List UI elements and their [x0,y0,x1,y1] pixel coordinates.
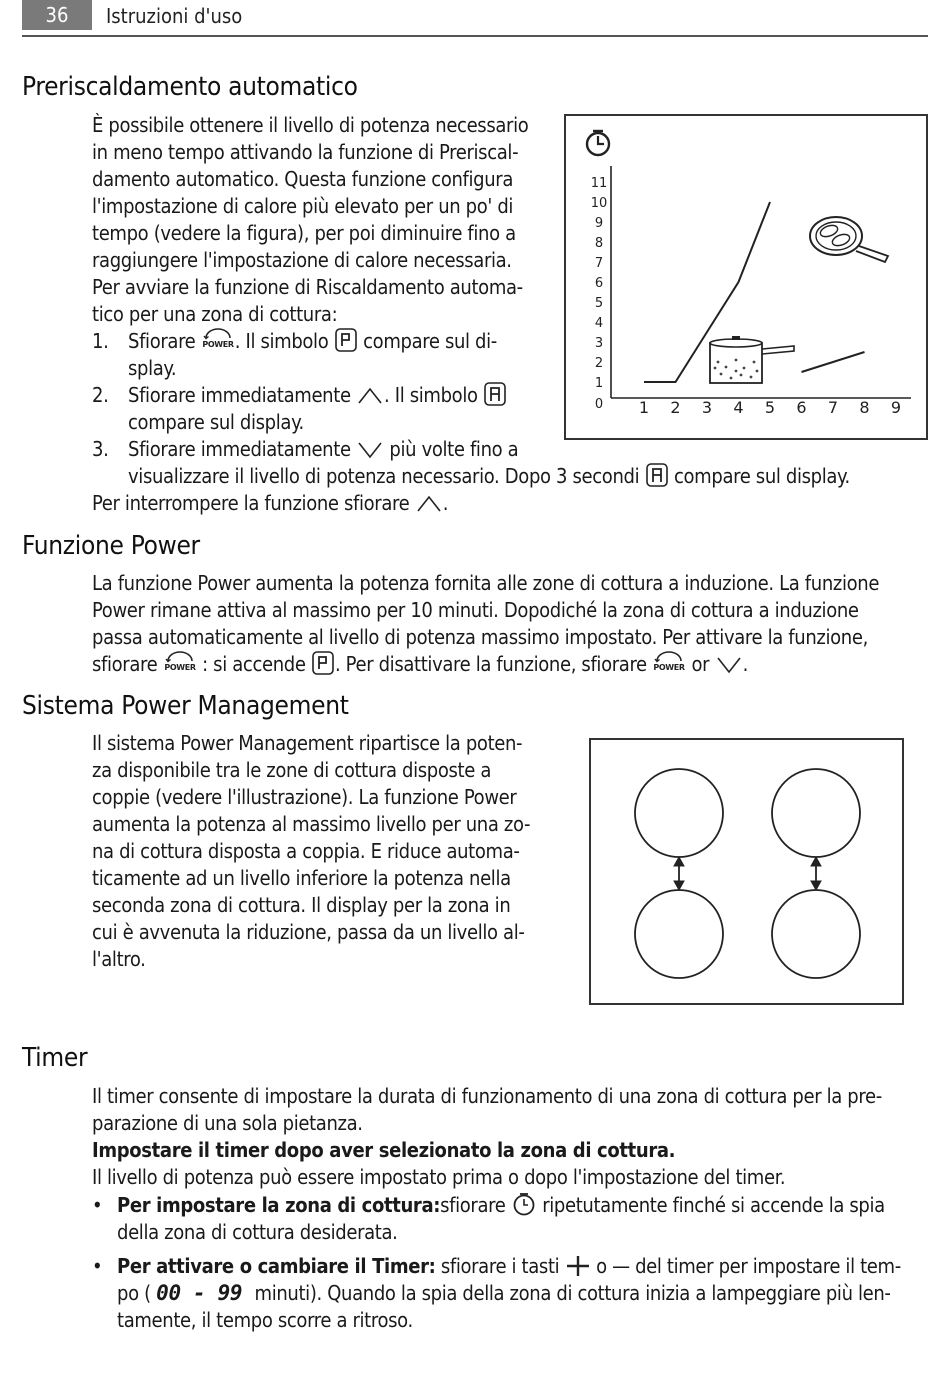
bullet-text: minuti). Quando la spia della zona di cottura inizia a lampeggiare più len- [254,1281,891,1305]
bullet-line [117,1253,901,1280]
x-tick-label: 9 [890,398,902,417]
cooking-zones-diagram [589,738,904,1005]
step-2-cont: compare sul display. [128,410,304,434]
bullet-text: ripetutamente finché si accende la spia [542,1193,885,1217]
svg-text:POWER: POWER [164,663,196,672]
preheat-line: l'impostazione di calore più elevato per un po' di [92,194,514,218]
y-tick-label: 5 [594,296,604,311]
section-heading-power: Funzione Power [22,531,200,561]
power-text: sfiorare [92,652,158,676]
x-tick-label: 4 [733,398,744,417]
chart-svg [566,116,926,438]
cooking-zone [635,769,723,857]
step-1-cont: splay. [128,356,177,380]
y-tick-label: 3 [594,336,604,351]
step-1 [92,328,532,355]
power-icon [201,328,235,359]
timer-line: parazione di una sola pietanza. [92,1111,363,1135]
preheat-line: Per avviare la funzione di Riscaldamento automa- [92,275,523,299]
power-line: passa automaticamente al livello di potenza massimo impostato. Per attivare la funzione, [92,625,868,649]
preheat-line: È possibile ottenere il livello di potenza necessario [92,113,529,137]
management-line: za disponibile tra le zone di cottura disposte a [92,758,491,782]
management-line: coppie (vedere l'illustrazione). La funzione Power [92,785,517,809]
y-tick-label: 4 [594,316,604,331]
step-2 [92,382,532,409]
section-heading-timer: Timer [22,1043,88,1073]
management-line: seconda zona di cottura. Il display per la zona in [92,893,511,917]
y-tick-label: 1 [594,376,604,391]
clock-icon [587,131,609,155]
management-line: Il sistema Power Management ripartisce la poten- [92,731,523,755]
preheat-body [92,112,528,328]
zones-svg [591,740,902,1003]
step-number: 2. [92,383,109,407]
range-from: 00 [156,1281,181,1305]
step-text: Sfiorare [128,329,196,353]
y-tick-label: 2 [594,356,604,371]
power-text: . [742,652,748,676]
stop-text: . [442,491,449,515]
step-text: . Il simbolo [234,329,329,353]
preheat-chart [564,114,928,440]
cooking-zone [772,890,860,978]
step-text: . Il simbolo [384,383,478,407]
timer-line: Il timer consente di impostare la durata di funzionamento di una zona di cottura per la pre- [92,1084,882,1108]
step-number: 1. [92,329,109,353]
timer-bullet-2 [117,1253,901,1334]
management-line: ticamente ad un livello inferiore la potenza nella [92,866,511,890]
bullet-line [117,1192,885,1219]
range-sep: - [193,1281,206,1305]
p-symbol-icon [311,651,335,682]
svg-text:POWER: POWER [653,663,685,672]
timer-line: Il livello di potenza può essere impostato prima o dopo l'impostazione del timer. [92,1165,786,1189]
frying-pan-icon [810,217,888,262]
timer-icon [511,1192,537,1223]
a-symbol-icon [645,463,669,494]
up-chevron-icon [356,384,384,413]
power-line: La funzione Power aumenta la potenza fornita alle zone di cottura a induzione. La funzione [92,571,880,595]
step-number: 3. [92,437,109,461]
management-body [92,730,530,973]
p-symbol-icon [334,328,358,359]
x-tick-label: 2 [670,398,681,417]
step-text: Sfiorare immediatamente [128,383,351,407]
power-body [92,570,879,678]
management-line: na di cottura disposta a coppia. E riduce automa- [92,839,520,863]
section-heading-preheat: Preriscaldamento automatico [22,72,358,102]
preheat-line: damento automatico. Questa funzione configura [92,167,514,191]
x-tick-label: 1 [638,398,650,417]
header-rule [22,35,928,37]
power-text: . Per disattivare la funzione, sfiorare [334,652,647,676]
bullet-text: o — del timer per impostare il tem- [596,1254,901,1278]
bullet-line: della zona di cottura desiderata. [117,1220,398,1244]
bullet-line [117,1280,901,1307]
power-text: or [691,652,710,676]
double-arrow-icon [674,857,684,890]
bullet-text: sfiorare [440,1193,506,1217]
stop-instruction [92,490,448,521]
step-text: più volte fino a [389,437,519,461]
power-line: Power rimane attiva al massimo per 10 minuti. Dopodiché la zona di cottura a induzione [92,598,859,622]
y-tick-label: 11 [590,176,608,191]
a-symbol-icon [483,382,507,413]
x-tick-label: 6 [796,398,807,417]
power-icon [163,651,197,682]
step-text: Sfiorare immediatamente [128,437,351,461]
bullet-text: sfiorare i tasti [440,1254,560,1278]
y-tick-label: 8 [594,236,604,251]
range-to: 99 [217,1281,243,1305]
y-tick-label: 9 [594,216,604,231]
pot-icon [710,336,794,383]
bullet-text: po ( [117,1281,151,1305]
y-tick-label: 0 [594,397,604,412]
preheat-line: in meno tempo attivando la funzione di Preriscal- [92,140,519,164]
timer-bullet-1 [117,1192,885,1246]
y-tick-label: 7 [594,256,604,271]
power-text: : si accende [202,652,306,676]
double-arrow-icon [811,857,821,890]
stop-text: Per interrompere la funzione sfiorare [92,491,410,515]
management-line: cui è avvenuta la riduzione, passa da un livello al- [92,920,525,944]
bullet-bold: Per attivare o cambiare il Timer: [117,1254,436,1278]
x-tick-label: 5 [764,398,776,417]
svg-text:POWER: POWER [202,340,234,349]
y-tick-label: 6 [594,276,604,291]
cooking-zone [635,890,723,978]
x-tick-label: 7 [827,398,839,417]
page-number: 36 [22,0,92,30]
series-line [644,202,770,382]
management-line: l'altro. [92,947,146,971]
x-tick-label: 3 [701,398,713,417]
header-title: Istruzioni d'uso [106,4,243,28]
preheat-line: tempo (vedere la figura), per poi diminuire fino a [92,221,516,245]
timer-subheading: Impostare il timer dopo aver selezionato la zona di cottura. [92,1138,676,1162]
timer-body [92,1083,882,1191]
power-icon [652,651,686,682]
step-3 [92,436,592,463]
cooking-zone [772,769,860,857]
management-line: aumenta la potenza al massimo livello per una zo- [92,812,531,836]
preheat-line: raggiungere l'impostazione di calore necessaria. [92,248,512,272]
bullet-bold: Per impostare la zona di cottura: [117,1193,441,1217]
up-chevron-icon [415,492,443,521]
bullet: • [92,1254,103,1278]
step-text: visualizzare il livello di potenza necessario. Dopo 3 secondi [128,464,640,488]
series-line [802,352,865,372]
bullet: • [92,1193,103,1217]
step-text: compare sul display. [673,464,850,488]
x-tick-label: 8 [859,398,870,417]
preheat-line: tico per una zona di cottura: [92,302,338,326]
step-text: compare sul di- [363,329,497,353]
bullet-line: tamente, il tempo scorre a ritroso. [117,1308,413,1332]
down-chevron-icon [715,653,743,682]
y-tick-label: 10 [590,196,608,211]
power-line [92,651,879,678]
section-heading-management: Sistema Power Management [22,691,349,721]
